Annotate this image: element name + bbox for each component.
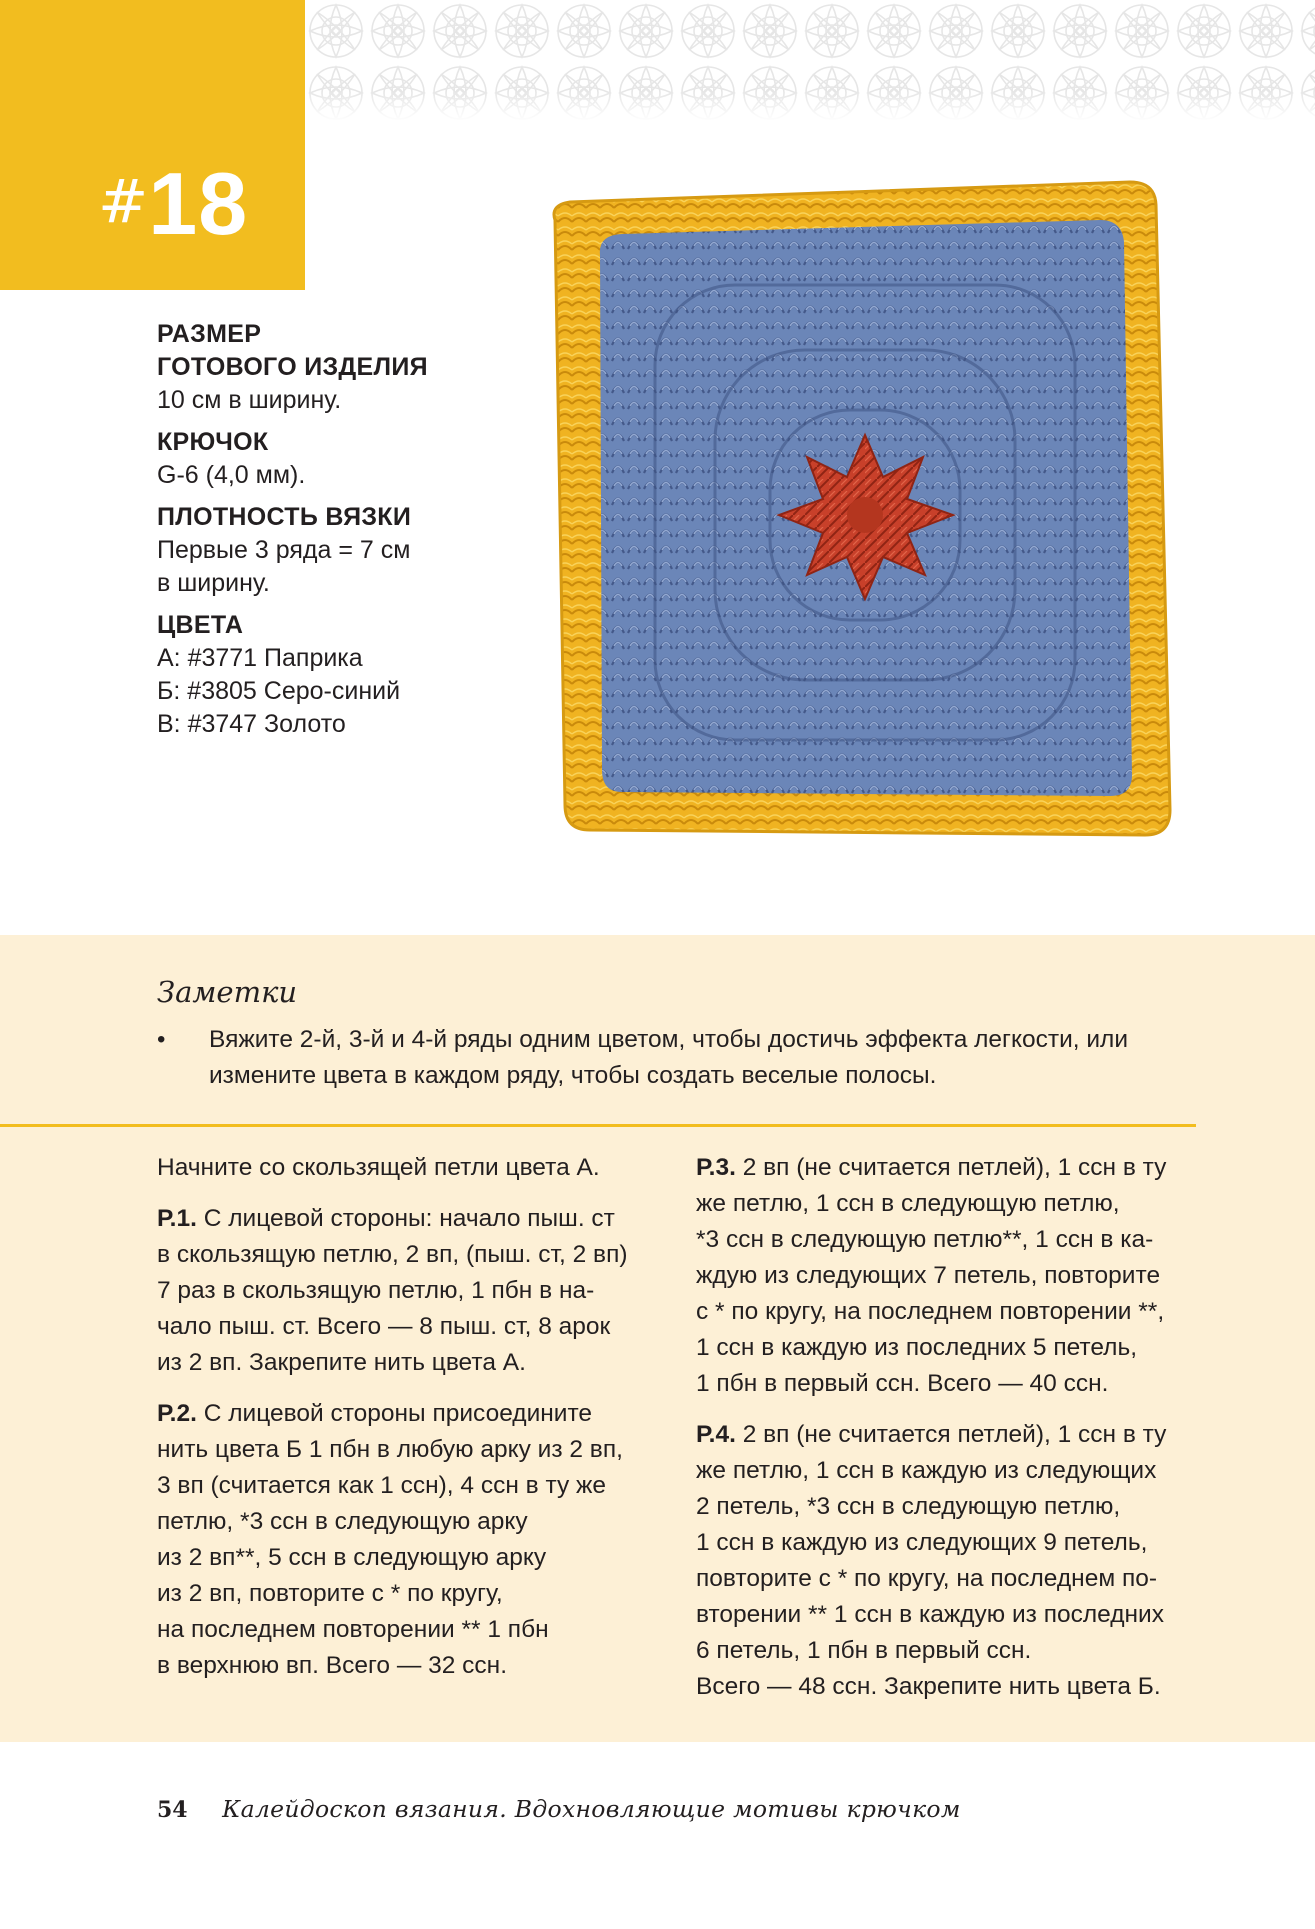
list-item bbox=[157, 1022, 1207, 1094]
divider bbox=[0, 1124, 1196, 1127]
row-label: Р.4. bbox=[696, 1421, 736, 1448]
instructions-intro: Начните со скользящей петли цвета А. bbox=[157, 1154, 600, 1181]
specs-list bbox=[157, 318, 497, 750]
row-4-instruction bbox=[696, 1417, 1196, 1705]
instructions-right-column bbox=[696, 1150, 1196, 1720]
page-footer bbox=[157, 1795, 961, 1823]
row-label: Р.2. bbox=[157, 1400, 197, 1427]
spec-value: G-6 (4,0 мм). bbox=[157, 461, 306, 489]
page-number: 54 bbox=[157, 1797, 188, 1823]
notes-list bbox=[157, 1022, 1207, 1094]
row-text: 2 вп (не считается петлей), 1 ссн в ту же петлю, 1 ссн в каждую из следующих 2 петель, *3 ссн в следующую петлю, 1 ссн в каждую из следующих 9 петель, повторите с * по кругу, на последнем по- вторении ** 1 ссн в каждую из последних 6 петель, 1 пбн в первый ссн. Всего — 48 ссн. Закрепите нить цвета Б. bbox=[696, 1421, 1167, 1700]
spec-value: в ширину. bbox=[157, 569, 270, 597]
row-text: 2 вп (не считается петлей), 1 ссн в ту же петлю, 1 ссн в следующую петлю, *3 ссн в следующую петлю**, 1 ссн в ка- ждую из следующих 7 петель, повторите с * по кругу, на последнем повторении **, 1 ссн в каждую из последних 5 петель, 1 пбн в первый ссн. Всего — 40 ссн. bbox=[696, 1154, 1167, 1397]
spec-heading: ПЛОТНОСТЬ ВЯЗКИ bbox=[157, 503, 412, 531]
spec-value: Б: #3805 Серо-синий bbox=[157, 677, 401, 705]
spec-colors bbox=[157, 609, 497, 741]
note-text: Вяжите 2-й, 3-й и 4-й ряды одним цветом, чтобы достичь эффекта легкости, или измените цвета в каждом ряду, чтобы создать веселые полосы. bbox=[209, 1026, 1129, 1089]
spec-hook bbox=[157, 426, 497, 492]
row-1-instruction bbox=[157, 1201, 657, 1381]
spec-gauge bbox=[157, 501, 497, 600]
crochet-square-photo bbox=[530, 170, 1190, 890]
motif-number-block bbox=[0, 0, 305, 290]
spec-value: Первые 3 ряда = 7 см bbox=[157, 536, 411, 564]
spec-heading: КРЮЧОК bbox=[157, 428, 269, 456]
motif-number bbox=[98, 154, 249, 253]
row-text: С лицевой стороны: начало пыш. ст в скользящую петлю, 2 вп, (пыш. ст, 2 вп) 7 раз в скользящую петлю, 1 пбн в на- чало пыш. ст. Всего — 8 пыш. ст, 8 арок из 2 вп. Закрепите нить цвета А. bbox=[157, 1205, 628, 1376]
notes-title: Заметки bbox=[157, 975, 298, 1009]
row-label: Р.1. bbox=[157, 1205, 197, 1232]
row-text: С лицевой стороны присоедините нить цвета Б 1 пбн в любую арку из 2 вп, 3 вп (считается как 1 ссн), 4 ссн в ту же петлю, *3 ссн в следующую арку из 2 вп**, 5 ссн в следующую арку из 2 вп, повторите с * по кругу, на последнем повторении ** 1 пбн в верхнюю вп. Всего — 32 ссн. bbox=[157, 1400, 623, 1679]
book-title: Калейдоскоп вязания. Вдохновляющие мотивы крючком bbox=[222, 1795, 961, 1823]
motif-number-value: 18 bbox=[148, 154, 249, 253]
spec-heading: РАЗМЕР ГОТОВОГО ИЗДЕЛИЯ bbox=[157, 320, 428, 381]
spec-value: 10 см в ширину. bbox=[157, 386, 342, 414]
row-3-instruction bbox=[696, 1150, 1196, 1402]
instructions-left-column bbox=[157, 1150, 657, 1699]
spec-value: А: #3771 Паприка bbox=[157, 644, 363, 672]
spec-value: В: #3747 Золото bbox=[157, 710, 346, 738]
crochet-square-image bbox=[530, 170, 1190, 890]
motif-hash: # bbox=[98, 167, 149, 237]
row-2-instruction bbox=[157, 1396, 657, 1684]
lace-border bbox=[305, 0, 1315, 122]
lace-pattern-icon bbox=[305, 0, 1315, 122]
spec-heading: ЦВЕТА bbox=[157, 611, 244, 639]
row-label: Р.3. bbox=[696, 1154, 736, 1181]
bullet-icon: • bbox=[157, 1026, 166, 1053]
spec-size bbox=[157, 318, 497, 417]
